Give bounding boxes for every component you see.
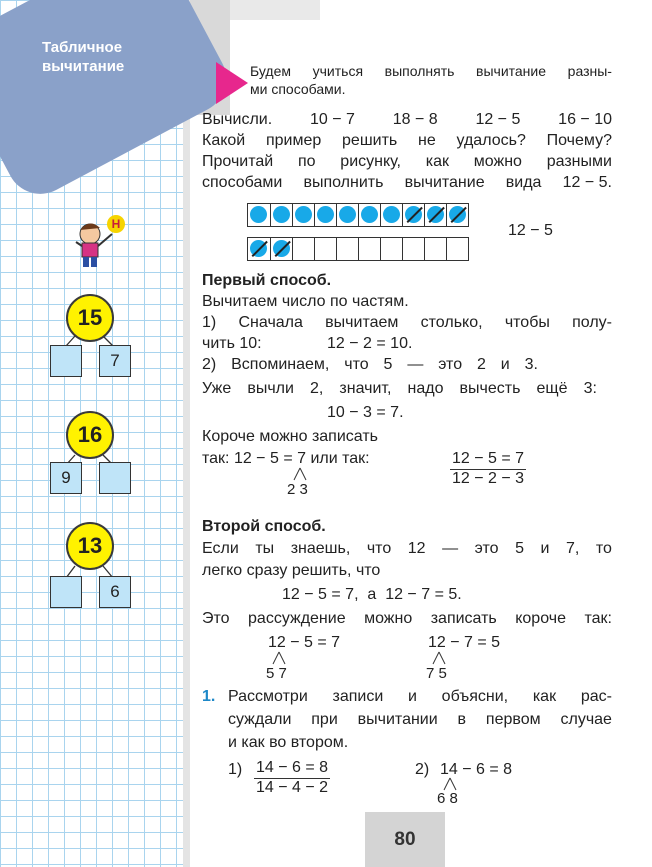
text-line: чить 10: [202,335,262,352]
text-line: Вычисли. 10 − 7 18 − 8 12 − 5 16 − 10 [202,111,612,128]
counting-cell [248,204,270,226]
counter-dot-icon [383,206,400,223]
counting-cell [424,204,446,226]
counting-cell [292,204,314,226]
section-title: Табличное вычитание [42,39,125,75]
method1-heading: Первый способ. [202,272,332,289]
counting-cell [358,238,380,260]
split-mark [431,651,447,665]
text-line: 2) Вспоминаем, что 5 — это 2 и 3. [202,356,538,373]
split-parts: 2 3 [287,481,308,498]
equation: 12 − 5 = 7 [268,634,341,651]
counting-cell [270,204,292,226]
text-line: Вычитаем число по частям. [202,293,409,310]
fraction-notation: $\frac{14 - 6 = 8}{14 - 4 - 2}$ [256,759,329,796]
split-parts: 6 8 [437,790,458,807]
split-parts: 5 7 [266,665,287,682]
task-number: 1. [202,688,216,705]
counter-dot-icon [361,206,378,223]
counting-cell [314,238,336,260]
counting-cell [446,238,468,260]
text-line: суждали при вычитании в первом случае [228,711,612,728]
equation: 12 − 7 = 5 [428,634,501,651]
counting-row-top [247,203,469,227]
counting-cell [402,238,424,260]
text-line: так: 12 − 5 = 7 или так: [202,450,370,467]
picture-label: 12 − 5 [508,222,553,239]
page-number: 80 [365,812,445,867]
counting-cell [446,204,468,226]
split-parts: 7 5 [426,665,447,682]
text-line: 1) Сначала вычитаем столько, чтобы полу- [202,314,612,331]
counting-cell [336,238,358,260]
split-mark [442,777,458,791]
tree-box-right[interactable]: 7 [99,345,131,377]
counting-cell [336,204,358,226]
counting-cell [248,238,270,260]
tree-top-number: 15 [66,294,114,342]
equation: 10 − 3 = 7. [327,404,404,421]
pink-marker-icon [216,62,248,104]
hint-badge: Н [107,215,125,233]
text-line: Рассмотри записи и объясни, как рас- [228,688,612,705]
top-strip-light [230,0,320,20]
equation: 14 − 6 = 8 [440,761,513,778]
equation: 12 − 2 = 10. [327,335,413,352]
intro-line: Будем учиться выполнять вычитание разны- [250,63,612,79]
split-mark [271,651,287,665]
counting-cell [402,204,424,226]
tree-box-left[interactable]: 9 [50,462,82,494]
text-line: Какой пример решить не удалось? Почему? [202,132,612,149]
tree-top-number: 13 [66,522,114,570]
method2-heading: Второй способ. [202,518,326,535]
counter-dot-icon [317,206,334,223]
tree-box-left[interactable] [50,576,82,608]
counting-cell [424,238,446,260]
text-line: Если ты знаешь, что 12 — это 5 и 7, то [202,540,612,557]
text-line: Прочитай по рисунку, как можно разными [202,153,612,170]
split-mark [292,467,308,481]
intro-line: ми способами. [250,81,346,97]
counting-cell [292,238,314,260]
counter-dot-icon [273,206,290,223]
equation: 12 − 5 = 7, а 12 − 7 = 5. [282,586,462,603]
counting-cell [270,238,292,260]
fraction-notation: $\frac{12 - 5 = 7}{12 - 2 - 3}$ [452,450,525,487]
part-label: 2) [415,761,430,778]
text-line: Короче можно записать [202,428,378,445]
text-line: и как во втором. [228,734,349,751]
tree-box-left[interactable] [50,345,82,377]
tree-box-right[interactable]: 6 [99,576,131,608]
counter-dot-icon [339,206,356,223]
counting-row-bottom [247,237,469,261]
counter-dot-icon [250,206,267,223]
text-line: Это рассуждение можно записать короче так: [202,610,612,627]
counting-cell [314,204,336,226]
tree-top-number: 16 [66,411,114,459]
tree-box-right[interactable] [99,462,131,494]
text-line: способами выполнить вычитание вида 12 − 5. [202,174,612,191]
text-line: легко сразу решить, что [202,562,381,579]
text-line: Уже вычли 2, значит, надо вычесть ещё 3: [202,380,597,397]
counting-cell [380,238,402,260]
counting-cell [358,204,380,226]
counter-dot-icon [295,206,312,223]
counting-cell [380,204,402,226]
part-label: 1) [228,761,243,778]
